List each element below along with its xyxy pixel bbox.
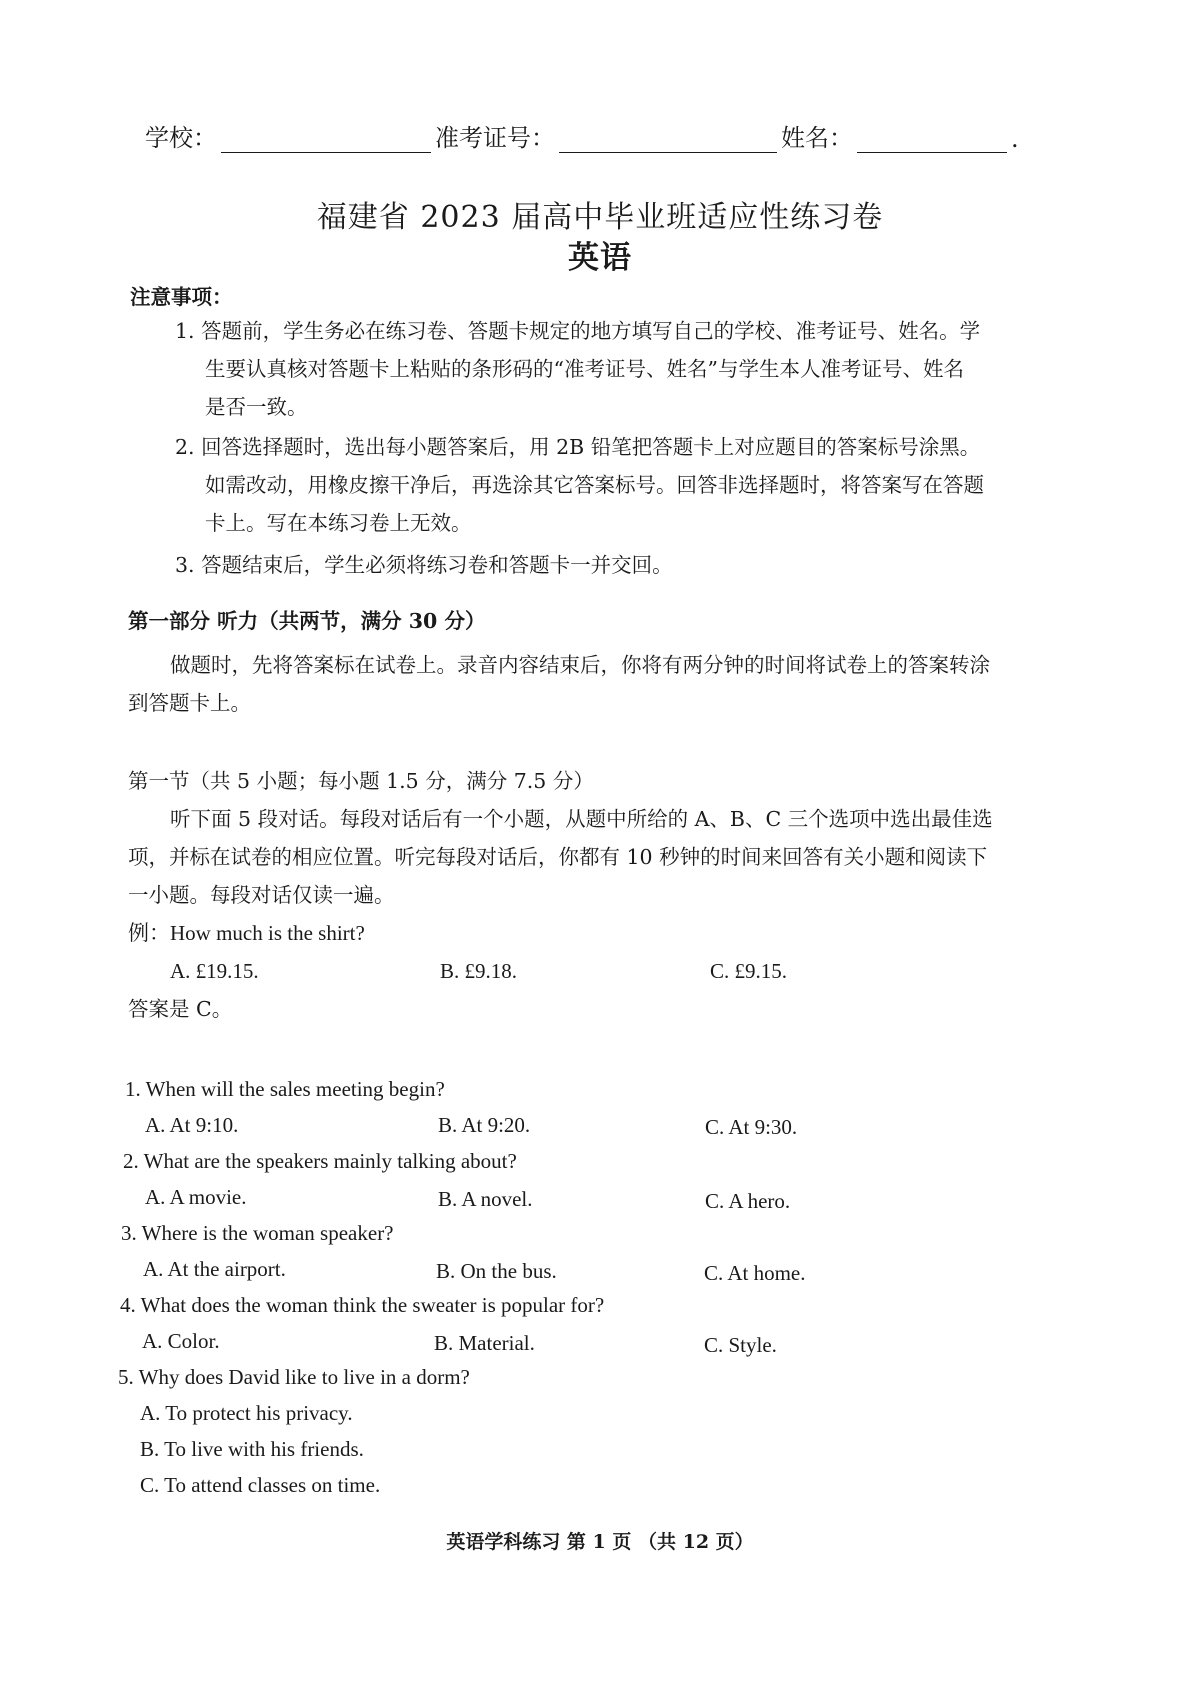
example-question: 例：How much is the shirt? bbox=[128, 921, 365, 945]
question-1-option-b: B. At 9:20. bbox=[438, 1113, 531, 1137]
notes-heading: 注意事项： bbox=[130, 285, 233, 309]
section1-intro-line: 项，并标在试卷的相应位置。听完每段对话后，你都有 10 秒钟的时间来回答有关小题和阅读下 bbox=[128, 845, 988, 869]
part1-heading: 第一部分 听力（共两节，满分 30 分） bbox=[128, 609, 486, 633]
section1-heading: 第一节（共 5 小题；每小题 1.5 分，满分 7.5 分） bbox=[128, 769, 594, 793]
question-3-option-a: A. At the airport. bbox=[143, 1257, 286, 1281]
question-4-option-a: A. Color. bbox=[142, 1329, 220, 1353]
question-1-option-c: C. At 9:30. bbox=[705, 1115, 798, 1139]
part1-intro-line: 做题时，先将答案标在试卷上。录音内容结束后，你将有两分钟的时间将试卷上的答案转涂 bbox=[170, 653, 990, 677]
question-2-option-a: A. A movie. bbox=[145, 1185, 247, 1209]
example-option-a: A. £19.15. bbox=[170, 959, 259, 983]
part1-intro-line: 到答题卡上。 bbox=[128, 691, 251, 715]
note-line: 2. 回答选择题时，选出每小题答案后，用 2B 铅笔把答题卡上对应题目的答案标号涂黑。 bbox=[175, 435, 981, 459]
example-option-b: B. £9.18. bbox=[440, 959, 518, 983]
exam-title: 福建省 2023 届高中毕业班适应性练习卷 bbox=[316, 200, 884, 235]
end-mark: . bbox=[1011, 125, 1019, 153]
question-4-option-b: B. Material. bbox=[434, 1331, 535, 1355]
question-5: 5. Why does David like to live in a dorm? bbox=[118, 1365, 470, 1389]
question-3-option-b: B. On the bus. bbox=[436, 1259, 557, 1283]
question-3: 3. Where is the woman speaker? bbox=[121, 1221, 394, 1245]
candidate-info-fields bbox=[145, 118, 1019, 153]
section1-intro-line: 一小题。每段对话仅读一遍。 bbox=[128, 883, 395, 907]
note-line: 如需改动，用橡皮擦干净后，再选涂其它答案标号。回答非选择题时，将答案写在答题 bbox=[205, 473, 984, 497]
question-1-option-a: A. At 9:10. bbox=[145, 1113, 239, 1137]
note-line: 是否一致。 bbox=[205, 395, 308, 419]
example-option-c: C. £9.15. bbox=[710, 959, 788, 983]
question-3-option-c: C. At home. bbox=[704, 1261, 806, 1285]
school-label: 学校： bbox=[145, 124, 217, 152]
subject-title: 英语 bbox=[568, 240, 632, 276]
name-label: 姓名： bbox=[781, 124, 853, 152]
question-5-option-c: C. To attend classes on time. bbox=[140, 1473, 381, 1497]
example-answer: 答案是 C。 bbox=[128, 997, 233, 1021]
question-5-option-b: B. To live with his friends. bbox=[140, 1437, 364, 1461]
note-line: 卡上。写在本练习卷上无效。 bbox=[205, 511, 472, 535]
page-footer: 英语学科练习 第 1 页 （共 12 页） bbox=[446, 1531, 754, 1553]
question-2: 2. What are the speakers mainly talking about? bbox=[123, 1149, 517, 1173]
note-line: 3. 答题结束后，学生必须将练习卷和答题卡一并交回。 bbox=[175, 553, 673, 577]
question-2-option-b: B. A novel. bbox=[438, 1187, 533, 1211]
exam-number-label: 准考证号： bbox=[435, 124, 555, 152]
question-1: 1. When will the sales meeting begin? bbox=[125, 1077, 445, 1101]
exam-number-blank bbox=[559, 130, 777, 153]
question-5-option-a: A. To protect his privacy. bbox=[140, 1401, 353, 1425]
name-blank bbox=[857, 130, 1007, 153]
question-4-option-c: C. Style. bbox=[704, 1333, 777, 1357]
note-line: 生要认真核对答题卡上粘贴的条形码的“准考证号、姓名”与学生本人准考证号、姓名 bbox=[205, 357, 964, 381]
school-blank bbox=[221, 130, 431, 153]
note-line: 1. 答题前，学生务必在练习卷、答题卡规定的地方填写自己的学校、准考证号、姓名。学 bbox=[175, 319, 981, 343]
question-2-option-c: C. A hero. bbox=[705, 1189, 791, 1213]
question-4: 4. What does the woman think the sweater is popular for? bbox=[120, 1293, 605, 1317]
section1-intro-line: 听下面 5 段对话。每段对话后有一个小题，从题中所给的 A、B、C 三个选项中选出最佳选 bbox=[170, 807, 993, 831]
